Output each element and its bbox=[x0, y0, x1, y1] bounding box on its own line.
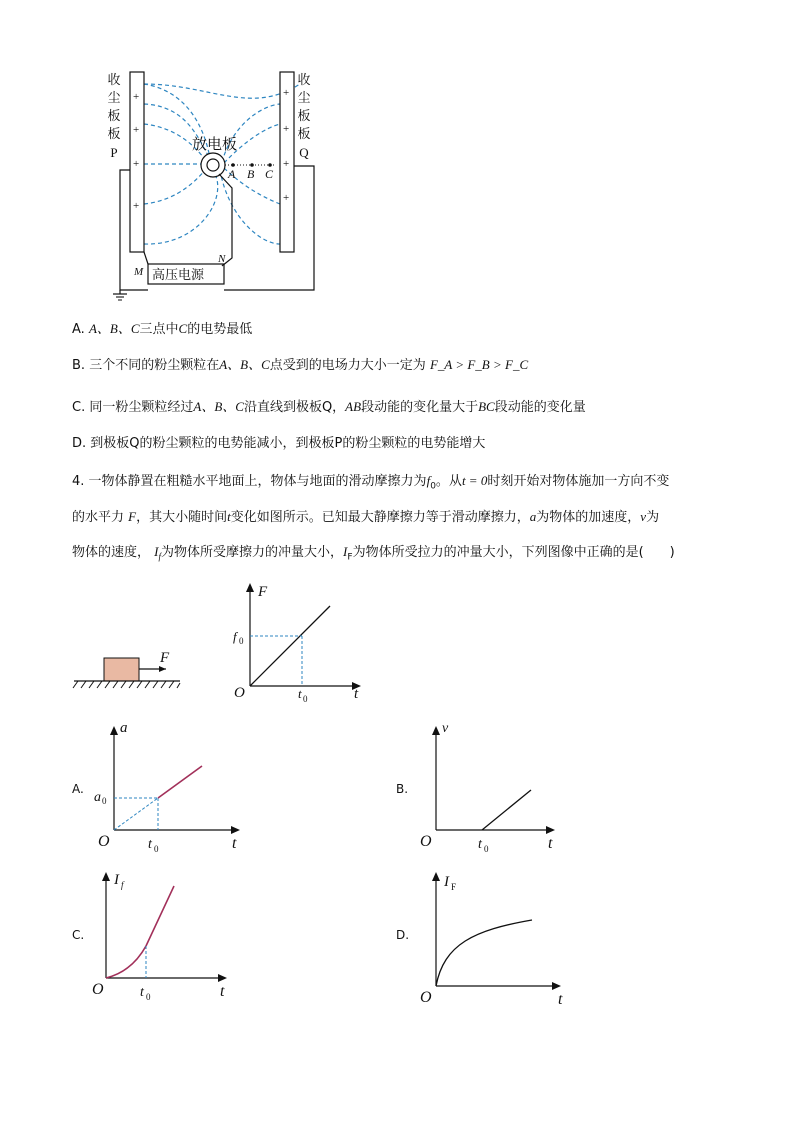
pull-impulse-curve bbox=[436, 920, 532, 986]
t0-sub: 0 bbox=[303, 694, 308, 704]
plate-q-label bbox=[296, 72, 312, 162]
t0-sub: 0 bbox=[146, 992, 151, 1002]
option-a-tail: 的电势最低 bbox=[187, 322, 253, 337]
origin-label: O bbox=[98, 833, 110, 850]
friction-impulse-curve bbox=[106, 886, 174, 978]
source-label: 高压电源 bbox=[152, 268, 205, 283]
q4-text: 的水平力 bbox=[72, 510, 125, 525]
velocity-line bbox=[482, 790, 531, 830]
option-c-tail: 段动能的变化量 bbox=[494, 400, 586, 415]
plate-q-char: 尘 bbox=[297, 91, 311, 106]
q4-text: ，其大小随时间 bbox=[136, 510, 228, 525]
option-b-text: 三个不同的粉尘颗粒在 bbox=[89, 358, 220, 373]
t-axis-label: t bbox=[232, 835, 237, 852]
option-b-mid: 点受到的电场力大小一定为 bbox=[269, 358, 426, 373]
point-b-label: B bbox=[247, 167, 255, 181]
option-c bbox=[72, 396, 586, 415]
t0-label: t bbox=[140, 985, 144, 1000]
q4-text: 为 bbox=[646, 510, 660, 525]
option-key: A. bbox=[72, 322, 85, 337]
option-c-bc: BC bbox=[478, 399, 495, 414]
if-axis-label: I bbox=[114, 872, 119, 888]
a0-label: a bbox=[94, 790, 101, 805]
plate-q-char: 板 bbox=[297, 109, 311, 124]
plate-p-char: P bbox=[110, 145, 118, 160]
option-key: C. bbox=[72, 400, 86, 415]
force-time-graph bbox=[228, 578, 368, 706]
q4-text: 变化如图所示。已知最大静摩擦力等于滑动摩擦力， bbox=[230, 510, 530, 525]
iF-axis-label: I bbox=[444, 874, 449, 890]
q4-text: 一物体静置在粗糙水平地面上，物体与地面的滑动摩擦力为 bbox=[88, 474, 427, 489]
point-c-label: C bbox=[265, 167, 274, 181]
option-c-mid2: 段动能的变化量大于 bbox=[361, 400, 479, 415]
q4-if: I bbox=[154, 544, 159, 559]
question4-line3 bbox=[72, 541, 675, 563]
plus-sign: + bbox=[133, 124, 140, 136]
f0-sub: 0 bbox=[239, 636, 244, 646]
question4-line2 bbox=[72, 506, 659, 525]
if-axis-sub: f bbox=[121, 880, 124, 890]
q4-f0: f bbox=[426, 473, 431, 488]
t0-sub: 0 bbox=[484, 844, 489, 854]
option-b bbox=[72, 354, 528, 373]
plus-sign: + bbox=[133, 200, 140, 212]
q4-t0: t = 0 bbox=[461, 473, 488, 488]
q4-text: 为物体的加速度， bbox=[536, 510, 641, 525]
q4-iF: I bbox=[343, 544, 348, 559]
force-line bbox=[250, 606, 330, 686]
option-c-mid: 沿直线到极板Q， bbox=[243, 400, 346, 415]
option-key: D. bbox=[72, 436, 87, 451]
point-a-label: A bbox=[228, 167, 236, 181]
option-a bbox=[72, 318, 252, 337]
graph-d bbox=[414, 864, 578, 1008]
q4-f0-sub: 0 bbox=[430, 481, 436, 492]
option-a-points: A、B、C bbox=[88, 321, 140, 336]
option-c-ab: AB bbox=[345, 399, 362, 414]
plus-sign: + bbox=[283, 192, 290, 204]
question4-line1 bbox=[72, 470, 669, 492]
n-label: N bbox=[218, 253, 226, 265]
block-diagram bbox=[72, 650, 184, 692]
option-key: B. bbox=[72, 358, 86, 373]
option-c-points: A、B、C bbox=[193, 399, 244, 414]
origin-label: O bbox=[420, 989, 432, 1006]
plus-sign: + bbox=[133, 91, 140, 103]
t-axis-label: t bbox=[548, 835, 553, 852]
plus-sign: + bbox=[133, 158, 140, 170]
option-a-text: 三点中 bbox=[139, 322, 179, 337]
graph-c bbox=[88, 868, 248, 1006]
m-label: M bbox=[134, 266, 144, 278]
q4-text: 时刻开始对物体施加一方向不变 bbox=[487, 474, 670, 489]
plate-p-char: 板 bbox=[107, 109, 121, 124]
option-d-key: D. bbox=[396, 928, 410, 942]
t-axis-label: t bbox=[220, 983, 225, 1000]
q4-F: F bbox=[128, 509, 137, 524]
option-a-c: C bbox=[178, 321, 188, 336]
q4-v: v bbox=[640, 509, 647, 524]
q4-a: a bbox=[529, 509, 537, 524]
discharge-label: 放电板 bbox=[192, 135, 238, 153]
origin-label: O bbox=[234, 685, 245, 701]
q4-text: 。从 bbox=[435, 474, 462, 489]
q4-t: t bbox=[227, 509, 231, 524]
t-axis-label: t bbox=[558, 991, 563, 1008]
t0-label: t bbox=[298, 686, 302, 701]
option-b-key: B. bbox=[396, 782, 409, 796]
v-axis-label: v bbox=[442, 721, 449, 736]
option-c-key: C. bbox=[72, 928, 85, 942]
q4-text: 物体的速度， bbox=[72, 545, 151, 560]
t0-label: t bbox=[478, 837, 482, 852]
plus-sign: + bbox=[283, 87, 290, 99]
q4-text: 为物体所受拉力的冲量大小，下列图像中正确的是( ) bbox=[352, 545, 675, 560]
t0-label: t bbox=[148, 837, 152, 852]
f-axis-label: F bbox=[258, 584, 268, 600]
force-label: F bbox=[160, 650, 170, 666]
a-axis-label: a bbox=[120, 720, 128, 736]
accel-line bbox=[158, 766, 202, 798]
plus-sign: + bbox=[283, 123, 290, 135]
option-b-formula: F_A > F_B > F_C bbox=[429, 357, 529, 372]
graph-b bbox=[414, 720, 574, 860]
graph-a bbox=[92, 720, 252, 860]
option-a-key: A. bbox=[72, 782, 84, 796]
plus-sign: + bbox=[283, 158, 290, 170]
iF-axis-sub: F bbox=[451, 882, 457, 892]
plate-p-label bbox=[106, 72, 122, 162]
plate-p-char: 尘 bbox=[107, 91, 121, 106]
q4-text: 为物体所受摩擦力的冲量大小， bbox=[161, 545, 344, 560]
q4-if-sub: f bbox=[158, 551, 162, 562]
block bbox=[104, 658, 139, 681]
option-d bbox=[72, 432, 485, 451]
origin-label: O bbox=[420, 833, 432, 850]
t0-sub: 0 bbox=[154, 844, 159, 854]
t-axis-label: t bbox=[354, 686, 359, 702]
option-c-text: 同一粉尘颗粒经过 bbox=[89, 400, 194, 415]
origin-label: O bbox=[92, 981, 104, 998]
plate-q-char: Q bbox=[299, 145, 309, 160]
f0-label: f bbox=[233, 629, 237, 644]
plate-p-char: 板 bbox=[107, 127, 121, 142]
plate-q-char: 收 bbox=[297, 73, 311, 88]
a0-sub: 0 bbox=[102, 796, 107, 806]
plate-q-char: 板 bbox=[297, 127, 311, 142]
question-number: 4. bbox=[72, 474, 85, 489]
q4-iF-sub: F bbox=[347, 552, 353, 563]
option-d-text: 到极板Q的粉尘颗粒的电势能减小，到极板P的粉尘颗粒的电势能增大 bbox=[90, 436, 486, 451]
option-b-points: A、B、C bbox=[219, 357, 270, 372]
plate-p-char: 收 bbox=[107, 73, 121, 88]
